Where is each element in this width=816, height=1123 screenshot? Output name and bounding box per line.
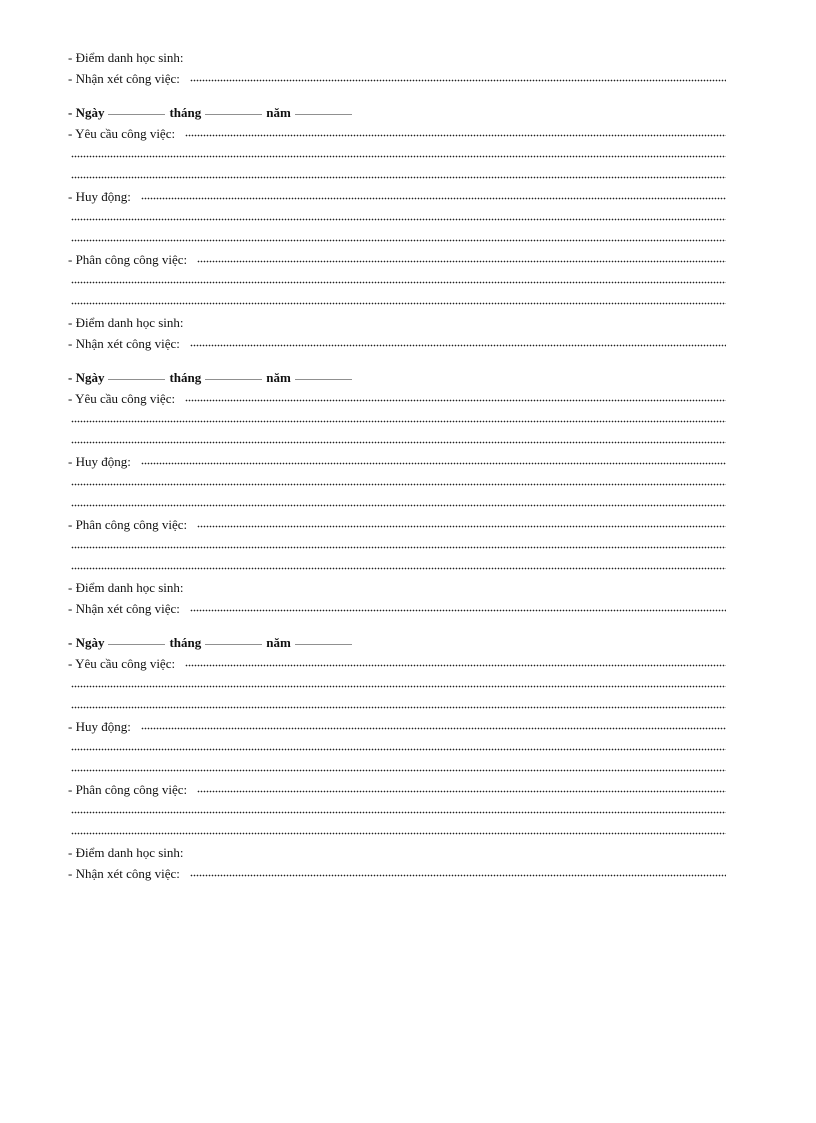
- requirements-label: - Yêu cầu công việc:: [68, 656, 176, 671]
- assignment-dotted-field[interactable]: [197, 525, 726, 529]
- blank-dotted-line: [68, 800, 726, 821]
- year-field[interactable]: [295, 643, 352, 647]
- blank-dotted-line: [68, 144, 726, 165]
- mobilization-label: - Huy động:: [68, 719, 131, 734]
- dotted-field[interactable]: [71, 441, 726, 445]
- attendance-label: - Điểm danh học sinh:: [68, 580, 184, 595]
- requirements-dotted-field[interactable]: [185, 664, 726, 668]
- month-field[interactable]: [205, 643, 262, 647]
- month-field[interactable]: [205, 113, 262, 117]
- dotted-field[interactable]: [71, 832, 726, 836]
- year-label: năm: [266, 370, 291, 385]
- dotted-field[interactable]: [71, 769, 726, 773]
- mobilization-label: - Huy động:: [68, 189, 131, 204]
- mobilization-line: [68, 186, 726, 207]
- attendance-line: [68, 47, 726, 68]
- dotted-field[interactable]: [71, 483, 726, 487]
- blank-dotted-line: [68, 430, 726, 451]
- blank-dotted-line: [68, 674, 726, 695]
- date-line: [68, 367, 726, 388]
- mobilization-dotted-field[interactable]: [141, 462, 726, 466]
- dotted-field[interactable]: [71, 302, 726, 306]
- day-label: - Ngày: [68, 635, 105, 650]
- dotted-field[interactable]: [71, 239, 726, 243]
- assignment-label: - Phân công công việc:: [68, 517, 188, 532]
- blank-dotted-line: [68, 493, 726, 514]
- blank-dotted-line: [68, 758, 726, 779]
- work-review-dotted-field[interactable]: [190, 79, 726, 83]
- date-line: [68, 632, 726, 653]
- work-review-line: [68, 333, 726, 354]
- year-field[interactable]: [295, 378, 352, 382]
- dotted-field[interactable]: [71, 155, 726, 159]
- month-label: tháng: [169, 105, 202, 120]
- day-field[interactable]: [108, 643, 165, 647]
- day-label: - Ngày: [68, 105, 105, 120]
- mobilization-dotted-field[interactable]: [141, 197, 726, 201]
- blank-dotted-line: [68, 695, 726, 716]
- dotted-field[interactable]: [71, 748, 726, 752]
- assignment-line: [68, 249, 726, 270]
- blank-dotted-line: [68, 291, 726, 312]
- work-review-line: [68, 598, 726, 619]
- year-label: năm: [266, 105, 291, 120]
- assignment-line: [68, 779, 726, 800]
- dotted-field[interactable]: [71, 218, 726, 222]
- assignment-label: - Phân công công việc:: [68, 782, 188, 797]
- year-field[interactable]: [295, 113, 352, 117]
- work-review-dotted-field[interactable]: [190, 874, 726, 878]
- work-review-line: [68, 863, 726, 884]
- blank-dotted-line: [68, 409, 726, 430]
- requirements-line: [68, 123, 726, 144]
- year-label: năm: [266, 635, 291, 650]
- blank-dotted-line: [68, 535, 726, 556]
- requirements-label: - Yêu cầu công việc:: [68, 391, 176, 406]
- attendance-line: [68, 842, 726, 863]
- date-line: [68, 102, 726, 123]
- mobilization-dotted-field[interactable]: [141, 727, 726, 731]
- blank-dotted-line: [68, 556, 726, 577]
- attendance-label: - Điểm danh học sinh:: [68, 315, 184, 330]
- blank-dotted-line: [68, 207, 726, 228]
- month-label: tháng: [169, 370, 202, 385]
- blank-dotted-line: [68, 737, 726, 758]
- month-field[interactable]: [205, 378, 262, 382]
- assignment-label: - Phân công công việc:: [68, 252, 188, 267]
- dotted-field[interactable]: [71, 546, 726, 550]
- attendance-line: [68, 312, 726, 333]
- attendance-label: - Điểm danh học sinh:: [68, 50, 184, 65]
- month-label: tháng: [169, 635, 202, 650]
- assignment-dotted-field[interactable]: [197, 790, 726, 794]
- dotted-field[interactable]: [71, 420, 726, 424]
- work-review-line: [68, 68, 726, 89]
- work-review-dotted-field[interactable]: [190, 344, 726, 348]
- blank-dotted-line: [68, 472, 726, 493]
- document-body: [68, 47, 726, 884]
- dotted-field[interactable]: [71, 685, 726, 689]
- attendance-line: [68, 577, 726, 598]
- work-review-label: - Nhận xét công việc:: [68, 71, 180, 86]
- day-label: - Ngày: [68, 370, 105, 385]
- work-review-label: - Nhận xét công việc:: [68, 866, 180, 881]
- mobilization-line: [68, 716, 726, 737]
- mobilization-line: [68, 451, 726, 472]
- dotted-field[interactable]: [71, 176, 726, 180]
- work-review-label: - Nhận xét công việc:: [68, 601, 180, 616]
- dotted-field[interactable]: [71, 504, 726, 508]
- blank-dotted-line: [68, 821, 726, 842]
- blank-dotted-line: [68, 228, 726, 249]
- assignment-dotted-field[interactable]: [197, 260, 726, 264]
- dotted-field[interactable]: [71, 281, 726, 285]
- dotted-field[interactable]: [71, 567, 726, 571]
- work-review-label: - Nhận xét công việc:: [68, 336, 180, 351]
- requirements-line: [68, 388, 726, 409]
- requirements-dotted-field[interactable]: [185, 399, 726, 403]
- day-field[interactable]: [108, 378, 165, 382]
- assignment-line: [68, 514, 726, 535]
- mobilization-label: - Huy động:: [68, 454, 131, 469]
- dotted-field[interactable]: [71, 706, 726, 710]
- blank-dotted-line: [68, 165, 726, 186]
- day-field[interactable]: [108, 113, 165, 117]
- requirements-dotted-field[interactable]: [185, 134, 726, 138]
- requirements-label: - Yêu cầu công việc:: [68, 126, 176, 141]
- requirements-line: [68, 653, 726, 674]
- dotted-field[interactable]: [71, 811, 726, 815]
- blank-dotted-line: [68, 270, 726, 291]
- work-review-dotted-field[interactable]: [190, 609, 726, 613]
- attendance-label: - Điểm danh học sinh:: [68, 845, 184, 860]
